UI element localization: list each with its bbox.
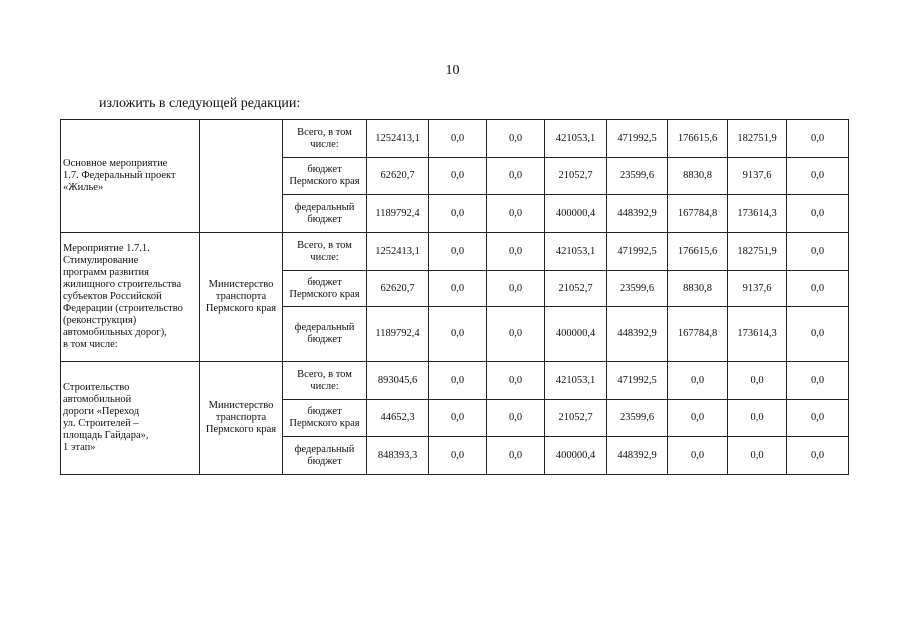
- funding-source-line: бюджет: [307, 213, 342, 225]
- activity-line: ул. Строителей –: [63, 418, 139, 429]
- amount-cell: 23599,6: [607, 400, 668, 437]
- amount-cell: 0,0: [787, 158, 849, 195]
- amount-cell: 400000,4: [545, 307, 607, 362]
- funding-source-line: Пермского края: [289, 418, 360, 429]
- amount-cell: 0,0: [787, 362, 849, 400]
- amount-cell: 400000,4: [545, 195, 607, 233]
- funding-source-cell: [283, 362, 367, 400]
- amount-cell: 0,0: [429, 195, 487, 233]
- amount-cell: 176615,6: [668, 120, 728, 158]
- page-number: 10: [445, 63, 460, 78]
- activity-line: «Жилье»: [63, 182, 104, 193]
- executor-cell: [200, 233, 283, 362]
- amount-cell: 0,0: [787, 307, 849, 362]
- table-row: [61, 120, 849, 158]
- funding-source-line: федеральный: [294, 201, 355, 213]
- amount-cell: 8830,8: [668, 158, 728, 195]
- amount-cell: 1252413,1: [367, 120, 429, 158]
- amount-cell: 0,0: [429, 120, 487, 158]
- amount-cell: 421053,1: [545, 120, 607, 158]
- activity-cell: [61, 233, 200, 362]
- activity-line: автомобильных дорог),: [63, 327, 167, 338]
- amount-cell: 0,0: [728, 437, 787, 475]
- funding-source-line: бюджет: [307, 164, 342, 175]
- table-row: [61, 233, 849, 271]
- amount-cell: 448392,9: [607, 195, 668, 233]
- amount-cell: 0,0: [487, 120, 545, 158]
- amount-cell: 23599,6: [607, 271, 668, 307]
- amount-cell: 0,0: [487, 195, 545, 233]
- amount-cell: 0,0: [668, 437, 728, 475]
- amount-cell: 1252413,1: [367, 233, 429, 271]
- amount-cell: 0,0: [487, 307, 545, 362]
- amount-cell: 0,0: [429, 307, 487, 362]
- amount-cell: 0,0: [487, 362, 545, 400]
- amount-cell: 0,0: [787, 195, 849, 233]
- amount-cell: 0,0: [429, 362, 487, 400]
- amount-cell: 0,0: [487, 271, 545, 307]
- amount-cell: 21052,7: [545, 158, 607, 195]
- activity-line: в том числе:: [63, 339, 118, 350]
- executor-line: Пермского края: [205, 303, 277, 314]
- executor-line: Пермского края: [205, 424, 277, 435]
- amount-cell: 471992,5: [607, 120, 668, 158]
- funding-source-line: числе:: [310, 251, 339, 263]
- executor-line: транспорта: [215, 412, 267, 423]
- amount-cell: 0,0: [429, 437, 487, 475]
- executor-line: Министерство: [208, 279, 274, 290]
- amount-cell: 0,0: [487, 233, 545, 271]
- funding-source-line: числе:: [310, 380, 339, 392]
- amount-cell: 62620,7: [367, 158, 429, 195]
- funding-source-line: федеральный: [294, 322, 355, 333]
- amount-cell: 0,0: [429, 400, 487, 437]
- funding-source-cell: [283, 400, 367, 437]
- funding-source-line: Пермского края: [289, 288, 360, 300]
- amount-cell: 182751,9: [728, 233, 787, 271]
- activity-line: субъектов Российской: [63, 291, 162, 302]
- amount-cell: 0,0: [668, 400, 728, 437]
- amount-cell: 9137,6: [728, 271, 787, 307]
- amount-cell: 448392,9: [607, 437, 668, 475]
- activity-line: 1.7. Федеральный проект: [63, 170, 176, 181]
- funding-source-cell: [283, 195, 367, 233]
- funding-source-cell: [283, 233, 367, 271]
- funding-source-line: числе:: [310, 138, 339, 150]
- amount-cell: 0,0: [429, 271, 487, 307]
- amount-cell: 0,0: [668, 362, 728, 400]
- activity-line: площадь Гайдара»,: [63, 430, 149, 441]
- amount-cell: 0,0: [787, 271, 849, 307]
- funding-source-line: Всего, в том: [297, 126, 352, 138]
- executor-line: Министерство: [208, 400, 274, 411]
- amount-cell: 0,0: [487, 400, 545, 437]
- funding-source-line: федеральный: [294, 443, 355, 455]
- activity-line: Федерации (строительство: [63, 303, 183, 314]
- funding-source-cell: [283, 437, 367, 475]
- amount-cell: 893045,6: [367, 362, 429, 400]
- amount-cell: 400000,4: [545, 437, 607, 475]
- amount-cell: 0,0: [728, 400, 787, 437]
- activity-line: Строительство: [63, 382, 130, 393]
- activity-line: Основное мероприятие: [63, 158, 168, 169]
- amount-cell: 173614,3: [728, 195, 787, 233]
- activity-line: автомобильной: [63, 394, 132, 405]
- executor-line: транспорта: [215, 291, 267, 302]
- amount-cell: 848393,3: [367, 437, 429, 475]
- amount-cell: 0,0: [787, 233, 849, 271]
- amount-cell: 176615,6: [668, 233, 728, 271]
- amount-cell: 448392,9: [607, 307, 668, 362]
- funding-source-line: Всего, в том: [297, 239, 352, 251]
- amount-cell: 0,0: [487, 437, 545, 475]
- activity-cell: [61, 362, 200, 475]
- amount-cell: 0,0: [429, 158, 487, 195]
- executor-cell: [200, 362, 283, 475]
- executor-cell: [200, 120, 283, 233]
- amount-cell: 1189792,4: [367, 307, 429, 362]
- amount-cell: 421053,1: [545, 233, 607, 271]
- amount-cell: 0,0: [728, 362, 787, 400]
- funding-source-cell: [283, 271, 367, 307]
- intro-text: изложить в следующей редакции:: [99, 96, 301, 111]
- activity-line: программ развития: [63, 267, 149, 278]
- budget-table: [60, 119, 849, 475]
- amount-cell: 0,0: [787, 400, 849, 437]
- amount-cell: 167784,8: [668, 307, 728, 362]
- amount-cell: 421053,1: [545, 362, 607, 400]
- amount-cell: 167784,8: [668, 195, 728, 233]
- amount-cell: 21052,7: [545, 400, 607, 437]
- amount-cell: 0,0: [787, 120, 849, 158]
- activity-line: Мероприятие 1.7.1.: [63, 243, 150, 254]
- funding-source-line: бюджет: [307, 455, 342, 467]
- funding-source-line: бюджет: [307, 406, 342, 417]
- amount-cell: 44652,3: [367, 400, 429, 437]
- amount-cell: 0,0: [487, 158, 545, 195]
- activity-line: (реконструкция): [63, 315, 137, 326]
- activity-line: Стимулирование: [63, 255, 139, 266]
- amount-cell: 21052,7: [545, 271, 607, 307]
- amount-cell: 62620,7: [367, 271, 429, 307]
- amount-cell: 0,0: [787, 437, 849, 475]
- activity-line: жилищного строительства: [63, 279, 182, 290]
- activity-line: 1 этап»: [63, 442, 96, 453]
- funding-source-cell: [283, 158, 367, 195]
- amount-cell: 23599,6: [607, 158, 668, 195]
- funding-source-line: Пермского края: [289, 176, 360, 187]
- amount-cell: 9137,6: [728, 158, 787, 195]
- amount-cell: 173614,3: [728, 307, 787, 362]
- activity-line: дороги «Переход: [63, 406, 140, 417]
- funding-source-cell: [283, 307, 367, 362]
- amount-cell: 0,0: [429, 233, 487, 271]
- table-body: [61, 120, 849, 475]
- funding-source-line: бюджет: [307, 334, 342, 345]
- amount-cell: 1189792,4: [367, 195, 429, 233]
- amount-cell: 182751,9: [728, 120, 787, 158]
- funding-source-line: Всего, в том: [297, 368, 352, 380]
- amount-cell: 8830,8: [668, 271, 728, 307]
- funding-source-cell: [283, 120, 367, 158]
- activity-cell: [61, 120, 200, 233]
- amount-cell: 471992,5: [607, 362, 668, 400]
- table-row: [61, 362, 849, 400]
- amount-cell: 471992,5: [607, 233, 668, 271]
- funding-source-line: бюджет: [307, 276, 342, 288]
